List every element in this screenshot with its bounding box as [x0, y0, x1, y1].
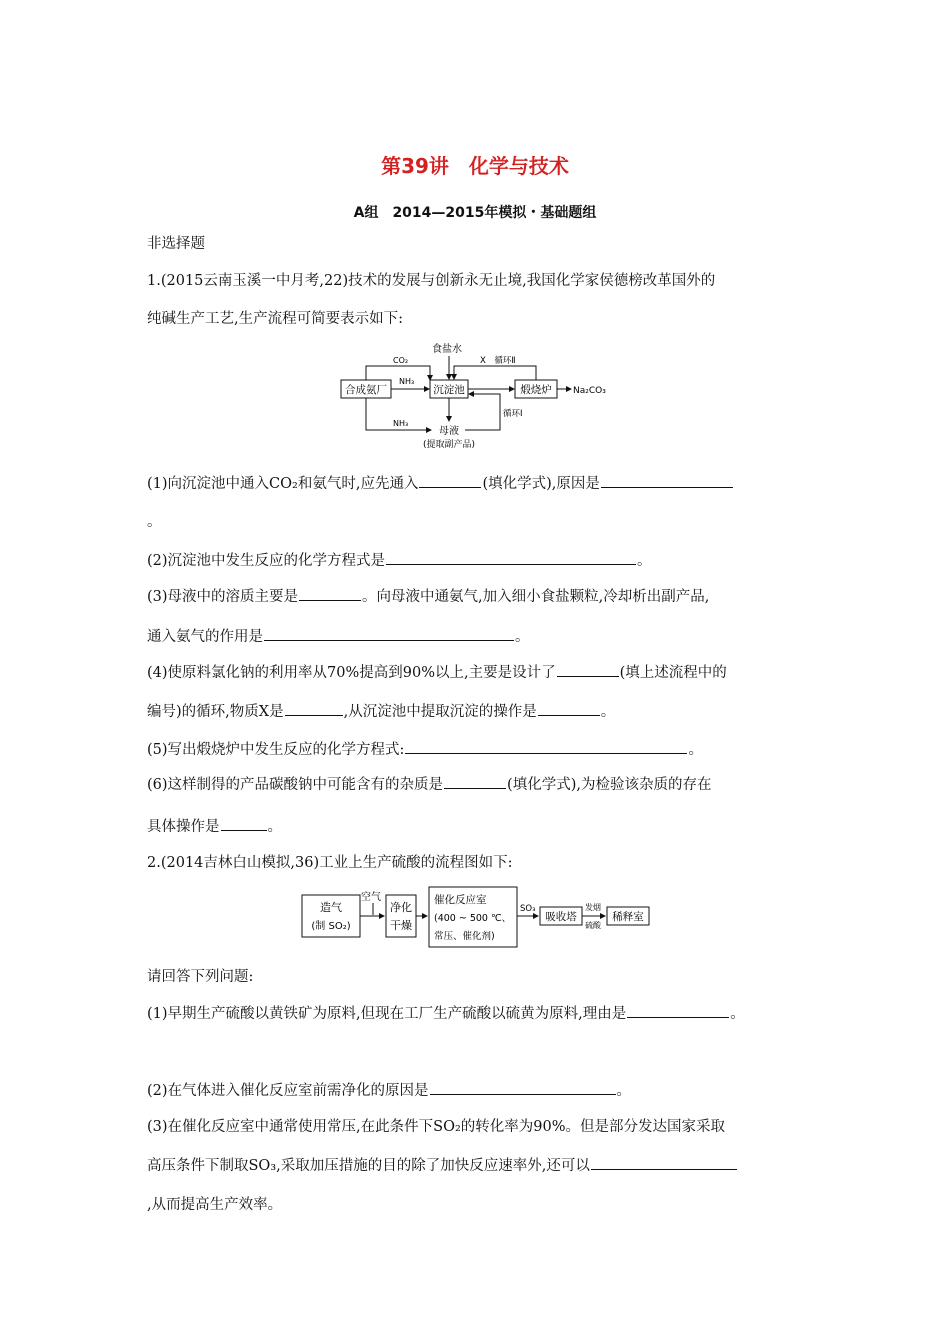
- q1-part5: (5)写出煅烧炉中发生反应的化学方程式: 。: [147, 738, 703, 759]
- box-absorption-tower: 吸收塔: [545, 911, 577, 923]
- label-brine: 食盐水: [432, 344, 462, 355]
- answer-blank[interactable]: [557, 662, 619, 677]
- answer-blank[interactable]: [601, 473, 733, 488]
- box-catalytic-conditions-2: 常压、催化剂): [434, 931, 495, 942]
- answer-blank[interactable]: [299, 586, 361, 601]
- q1-stem-line2: 纯碱生产工艺,生产流程可简要表示如下:: [147, 311, 403, 327]
- q2-stem: 2.(2014吉林白山模拟,36)工业上生产硫酸的流程图如下:: [147, 855, 513, 871]
- box-synthesis-ammonia: 合成氨厂: [345, 384, 387, 396]
- label-nh3-bottom: NH₃: [393, 419, 409, 428]
- answer-blank[interactable]: [285, 701, 343, 716]
- q2-part2: (2)在气体进入催化反应室前需净化的原因是 。: [147, 1079, 631, 1100]
- label-nh3-top: NH₃: [399, 377, 415, 386]
- answer-blank[interactable]: [444, 774, 506, 789]
- answer-blank[interactable]: [386, 550, 636, 565]
- box-dry: 干燥: [390, 919, 412, 932]
- q1-part4: (4)使原料氯化钠的利用率从70%提高到90%以上,主要是设计了 (填上述流程中的: [147, 661, 727, 682]
- box-calciner: 煅烧炉: [520, 384, 552, 396]
- q1-part4-cont: 编号)的循环,物质X是 ,从沉淀池中提取沉淀的操作是 。: [147, 700, 615, 721]
- answer-blank[interactable]: [264, 626, 514, 641]
- q1-part2: (2)沉淀池中发生反应的化学方程式是 。: [147, 549, 652, 570]
- box-catalytic-conditions: (400 ~ 500 ℃、: [434, 913, 512, 924]
- question-type: 非选择题: [147, 236, 205, 252]
- answer-blank[interactable]: [221, 816, 267, 831]
- box-catalytic-chamber: 催化反应室: [434, 894, 487, 906]
- box-settling-tank: 沉淀池: [433, 384, 465, 396]
- box-dilution-room: 稀释室: [612, 911, 644, 923]
- label-cycle-2: X 循环Ⅱ: [480, 356, 516, 366]
- label-byproduct: (提取副产品): [422, 440, 476, 450]
- label-so3: SO₃: [520, 904, 536, 914]
- answer-blank[interactable]: [430, 1080, 616, 1095]
- answer-blank[interactable]: [419, 473, 481, 488]
- q1-stem-line1: 1.(2015云南玉溪一中月考,22)技术的发展与创新永无止境,我国化学家侯德榜改革国外的: [147, 273, 716, 289]
- page-title: 第39讲 化学与技术: [381, 154, 569, 178]
- q2-part1: (1)早期生产硫酸以黄铁矿为原料,但现在工厂生产硫酸以硫黄为原料,理由是 。: [147, 1002, 745, 1023]
- q2-intro: 请回答下列问题:: [147, 969, 254, 985]
- section-subtitle: A组 2014—2015年模拟・基础题组: [353, 205, 597, 221]
- answer-blank[interactable]: [591, 1155, 737, 1170]
- q1-part3-cont: 通入氨气的作用是 。: [147, 625, 530, 646]
- answer-blank[interactable]: [538, 701, 600, 716]
- label-cycle-1: 循环Ⅰ: [503, 409, 523, 419]
- q2-part3-end: ,从而提高生产效率。: [147, 1197, 283, 1213]
- label-co2: CO₂: [393, 356, 409, 365]
- label-air: 空气: [361, 892, 381, 903]
- label-sodium-carbonate: Na₂CO₃: [573, 386, 606, 396]
- q1-part3: (3)母液中的溶质主要是 。向母液中通氨气,加入细小食盐颗粒,冷却析出副产品,: [147, 585, 709, 606]
- box-purify: 净化: [390, 901, 412, 914]
- label-mother-liquor: 母液: [439, 426, 459, 437]
- answer-blank[interactable]: [627, 1003, 729, 1018]
- box-gas-making-sub: (制 SO₂): [311, 921, 351, 932]
- box-gas-making: 造气: [320, 901, 342, 914]
- q1-part1-end: 。: [147, 514, 162, 530]
- q2-part3: (3)在催化反应室中通常使用常压,在此条件下SO₂的转化率为90%。但是部分发达国家采取: [147, 1119, 726, 1135]
- q1-part6: (6)这样制得的产品碳酸钠中可能含有的杂质是 (填化学式),为检验该杂质的存在: [147, 773, 711, 794]
- label-sulfuric-acid: 硫酸: [585, 921, 601, 930]
- label-fuming: 发烟: [585, 903, 601, 912]
- answer-blank[interactable]: [405, 739, 687, 754]
- q1-part1: (1)向沉淀池中通入CO₂和氨气时,应先通入 (填化学式),原因是: [147, 472, 734, 493]
- sulfuric-acid-process-diagram: [296, 884, 656, 952]
- q1-part6-cont: 具体操作是 。: [147, 815, 282, 836]
- soda-process-diagram: [335, 338, 625, 458]
- q2-part3-cont: 高压条件下制取SO₃,采取加压措施的目的除了加快反应速率外,还可以: [147, 1154, 738, 1175]
